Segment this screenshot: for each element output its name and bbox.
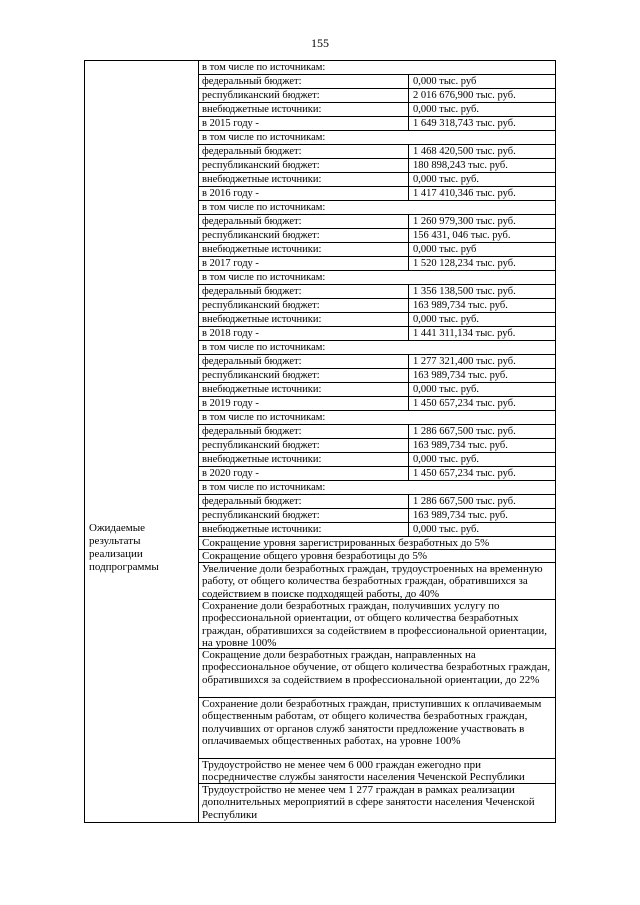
financing-label: республиканский бюджет:: [199, 369, 409, 382]
financing-value: 0,000 тыс. руб.: [413, 104, 479, 115]
financing-value: 0,000 тыс. руб: [413, 244, 477, 255]
financing-label: федеральный бюджет:: [199, 145, 409, 158]
financing-row: [199, 201, 555, 215]
financing-row: [199, 411, 555, 425]
program-passport-table: [84, 60, 556, 823]
financing-value: 180 898,243 тыс. руб.: [413, 160, 508, 171]
financing-label: внебюджетные источники:: [199, 523, 409, 536]
financing-row: [199, 313, 555, 327]
financing-label: республиканский бюджет:: [199, 159, 409, 172]
left-column: [85, 61, 199, 822]
financing-row: [199, 159, 555, 173]
financing-label: федеральный бюджет:: [199, 215, 409, 228]
financing-label: в 2019 году -: [199, 397, 409, 410]
financing-row: [199, 229, 555, 243]
financing-value: 156 431, 046 тыс. руб.: [413, 230, 511, 241]
financing-label: республиканский бюджет:: [199, 299, 409, 312]
financing-label: внебюджетные источники:: [199, 313, 409, 326]
financing-row: [199, 327, 555, 341]
expected-result-item: Сохранение доли безработных граждан, получивших услугу по профессиональной ориентации, от общего количества безработных граждан, обратившихся за содействием в профессиональной ориентации, на уровне 100%: [199, 600, 555, 649]
financing-row: [199, 453, 555, 467]
financing-label: внебюджетные источники:: [199, 173, 409, 186]
expected-result-item: Трудоустройство не менее чем 1 277 граждан в рамках реализации дополнительных мероприятий в сфере занятости населения Чеченской Республики: [202, 784, 535, 821]
financing-label: в том числе по источникам:: [202, 132, 326, 143]
financing-label: в 2018 году -: [199, 327, 409, 340]
financing-row: [199, 425, 555, 439]
financing-label: республиканский бюджет:: [199, 509, 409, 522]
financing-value: 1 417 410,346 тыс. руб.: [413, 188, 516, 199]
financing-row: [199, 369, 555, 383]
financing-value: 1 450 657,234 тыс. руб.: [413, 398, 516, 409]
financing-label: федеральный бюджет:: [199, 285, 409, 298]
financing-label: в том числе по источникам:: [202, 412, 326, 423]
financing-row: [199, 131, 555, 145]
financing-value: 0,000 тыс. руб.: [413, 524, 479, 535]
financing-value: 163 989,734 тыс. руб.: [413, 510, 508, 521]
financing-label: федеральный бюджет:: [199, 75, 409, 88]
financing-row: [199, 355, 555, 369]
financing-value: 0,000 тыс. руб.: [413, 314, 479, 325]
financing-row: [199, 173, 555, 187]
financing-label: федеральный бюджет:: [199, 355, 409, 368]
financing-row: [199, 509, 555, 523]
financing-label: внебюджетные источники:: [199, 453, 409, 466]
financing-row: [199, 523, 555, 537]
expected-result-item: Сохранение доли безработных граждан, приступивших к оплачиваемым общественным работам, от общего количества безработных граждан, получивших от органов служб занятости предложение участвовать в оплачиваемых общественных работах, на уровне 100%: [199, 698, 555, 759]
expected-result-item: Сокращение доли безработных граждан, направленных на профессиональное обучение, от общего количества безработных граждан, обратившихся за содействием в профессиональной ориентации, до 22%: [199, 649, 555, 698]
financing-row: [199, 243, 555, 257]
page-number: 155: [311, 36, 329, 50]
financing-value: 0,000 тыс. руб.: [413, 384, 479, 395]
financing-rows: [199, 61, 555, 537]
expected-results-label: Ожидаемые результаты реализации подпрограммы: [89, 522, 159, 573]
results-cells: [199, 537, 555, 822]
financing-row: [199, 439, 555, 453]
financing-value: 2 016 676,900 тыс. руб.: [413, 90, 516, 101]
financing-row: [199, 117, 555, 131]
financing-label: в 2016 году -: [199, 187, 409, 200]
financing-label: внебюджетные источники:: [199, 243, 409, 256]
financing-label: федеральный бюджет:: [199, 425, 409, 438]
financing-value: 1 520 128,234 тыс. руб.: [413, 258, 516, 269]
financing-value: 1 468 420,500 тыс. руб.: [413, 146, 516, 157]
financing-value: 163 989,734 тыс. руб.: [413, 300, 508, 311]
financing-row: [199, 103, 555, 117]
financing-row: [199, 467, 555, 481]
financing-row: [199, 341, 555, 355]
financing-value: 0,000 тыс. руб.: [413, 454, 479, 465]
financing-value: 163 989,734 тыс. руб.: [413, 370, 508, 381]
financing-row: [199, 89, 555, 103]
financing-value: 0,000 тыс. руб.: [413, 174, 479, 185]
financing-label: в том числе по источникам:: [202, 272, 326, 283]
financing-label: республиканский бюджет:: [199, 229, 409, 242]
financing-label: в 2017 году -: [199, 257, 409, 270]
financing-label: внебюджетные источники:: [199, 383, 409, 396]
financing-label: в том числе по источникам:: [202, 62, 326, 73]
financing-row: [199, 481, 555, 495]
financing-value: 1 277 321,400 тыс. руб.: [413, 356, 516, 367]
financing-row: [199, 145, 555, 159]
financing-row: [199, 187, 555, 201]
financing-row: [199, 75, 555, 89]
financing-label: в 2020 году -: [199, 467, 409, 480]
financing-value: 163 989,734 тыс. руб.: [413, 440, 508, 451]
financing-row: [199, 271, 555, 285]
financing-row: [199, 257, 555, 271]
financing-label: в том числе по источникам:: [202, 482, 326, 493]
financing-row: [199, 61, 555, 75]
financing-value: 1 260 979,300 тыс. руб.: [413, 216, 516, 227]
financing-value: 1 286 667,500 тыс. руб.: [413, 426, 516, 437]
expected-result-item: Трудоустройство не менее чем 6 000 граждан ежегодно при посредничестве службы занятости населения Чеченской Республики: [199, 759, 555, 784]
financing-value: 1 356 138,500 тыс. руб.: [413, 286, 516, 297]
financing-value: 1 649 318,743 тыс. руб.: [413, 118, 516, 129]
financing-label: в том числе по источникам:: [202, 202, 326, 213]
financing-value: 1 450 657,234 тыс. руб.: [413, 468, 516, 479]
financing-label: внебюджетные источники:: [199, 103, 409, 116]
financing-value: 1 441 311,134 тыс. руб.: [413, 328, 516, 339]
financing-value: 1 286 667,500 тыс. руб.: [413, 496, 516, 507]
financing-row: [199, 383, 555, 397]
financing-value: 0,000 тыс. руб: [413, 76, 477, 87]
expected-result-item: Сокращение уровня зарегистрированных безработных до 5%: [199, 537, 555, 550]
financing-row: [199, 215, 555, 229]
financing-label: республиканский бюджет:: [199, 89, 409, 102]
financing-label: республиканский бюджет:: [199, 439, 409, 452]
financing-row: [199, 495, 555, 509]
financing-row: [199, 397, 555, 411]
financing-row: [199, 299, 555, 313]
expected-result-item: Сокращение общего уровня безработицы до 5%: [199, 550, 555, 563]
right-column: [199, 61, 555, 822]
financing-label: в 2015 году -: [199, 117, 409, 130]
financing-label: федеральный бюджет:: [199, 495, 409, 508]
expected-result-item: Увеличение доли безработных граждан, трудоустроенных на временную работу, от общего количества безработных граждан, обратившихся за содействием в поиске подходящей работы, до 40%: [199, 563, 555, 600]
financing-label: в том числе по источникам:: [202, 342, 326, 353]
financing-row: [199, 285, 555, 299]
